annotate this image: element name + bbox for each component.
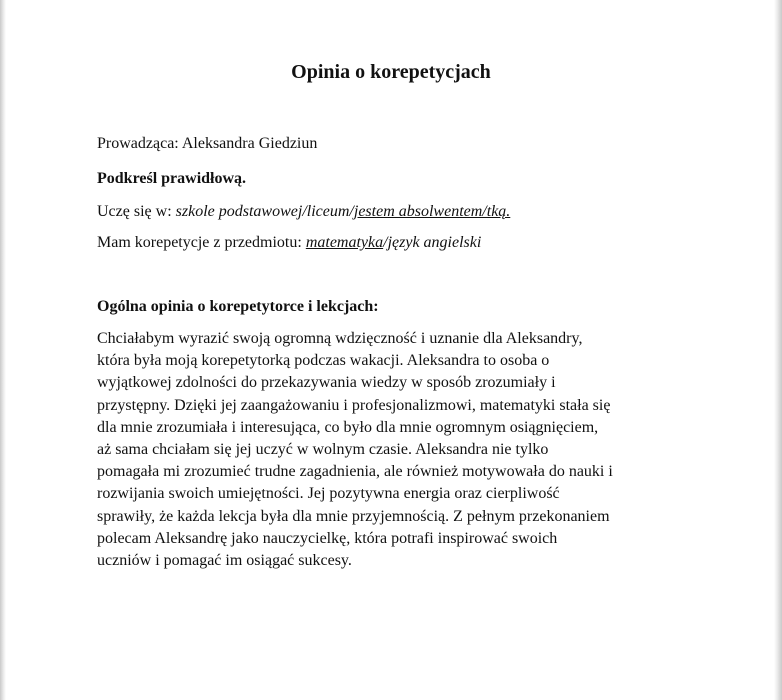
opinion-line: wyjątkowej zdolności do przekazywania wiedzy w sposób zrozumiały i bbox=[97, 374, 556, 392]
school-line bbox=[97, 202, 510, 222]
subject-line bbox=[97, 233, 481, 253]
school-prefix: Uczę się w: bbox=[97, 203, 176, 220]
instruction-line: Podkreśl prawidłową. bbox=[97, 170, 247, 187]
school-separator: / bbox=[302, 203, 307, 220]
school-option-graduate: jestem absolwentem/tką. bbox=[353, 203, 511, 220]
subject-separator: / bbox=[383, 234, 388, 251]
opinion-line: Chciałabym wyrazić swoją ogromną wdzięczność i uznanie dla Aleksandry, bbox=[97, 330, 583, 347]
page-edge-left bbox=[0, 0, 6, 700]
document-title: Opinia o korepetycjach bbox=[291, 61, 491, 83]
subject-option-math: matematyka bbox=[305, 234, 384, 251]
opinion-line: uczniów i pomagać im osiągać sukcesy. bbox=[97, 552, 352, 570]
school-option-primary: szkole podstawowej bbox=[175, 203, 303, 220]
opinion-line: rozwijania swoich umiejętności. Jej pozytywna energia oraz cierpliwość bbox=[97, 485, 560, 503]
opinion-line: przystępny. Dzięki jej zaangażowaniu i profesjonalizmowi, matematyki stała się bbox=[97, 396, 611, 414]
opinion-line: polecam Aleksandrę jako nauczycielkę, która potrafi inspirować swoich bbox=[97, 529, 558, 547]
page-edge-right bbox=[774, 0, 782, 700]
opinion-line: dla mnie zrozumiała i interesująca, co było dla mnie ogromnym osiągnięciem, bbox=[97, 418, 599, 436]
subject-prefix: Mam korepetycje z przedmiotu: bbox=[97, 234, 306, 251]
opinion-line: pomagała mi zrozumieć trudne zagadnienia, ale również motywowała do nauki i bbox=[97, 463, 613, 481]
subject-option-english: język angielski bbox=[387, 234, 482, 251]
tutor-line: Prowadząca: Aleksandra Giedziun bbox=[97, 135, 318, 152]
opinion-line: aż sama chciałam się jej uczyć w wolnym czasie. Aleksandra nie tylko bbox=[97, 441, 549, 459]
opinion-body bbox=[97, 328, 697, 572]
school-separator: / bbox=[349, 203, 354, 220]
opinion-line: która była moją korepetytorką podczas wakacji. Aleksandra to osoba o bbox=[97, 352, 550, 370]
opinion-line: sprawiły, że każda lekcja była dla mnie przyjemnością. Z pełnym przekonaniem bbox=[97, 507, 610, 525]
opinion-heading: Ogólna opinia o korepetytorce i lekcjach: bbox=[97, 298, 379, 315]
school-option-highschool: liceum bbox=[306, 203, 350, 220]
